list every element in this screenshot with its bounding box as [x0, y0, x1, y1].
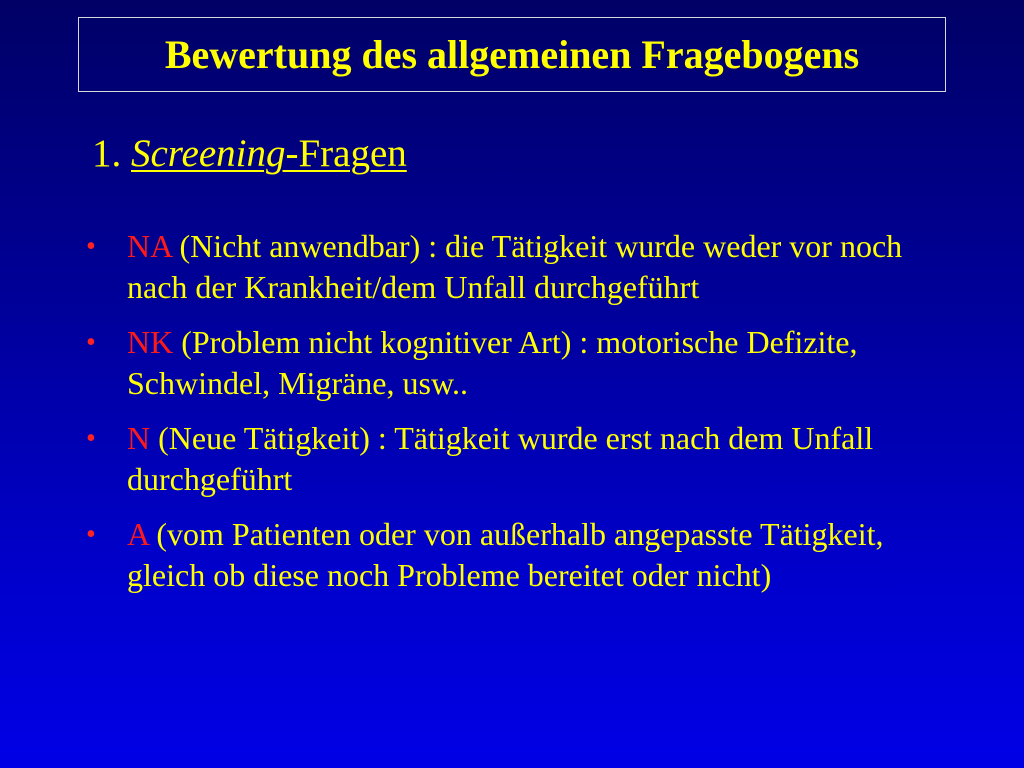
- bullet-icon: •: [86, 231, 96, 262]
- bullet-text: (Problem nicht kognitiver Art) : motorische Defizite, Schwindel, Migräne, usw..: [127, 324, 858, 401]
- bullet-text: (Nicht anwendbar) : die Tätigkeit wurde weder vor noch nach der Krankheit/dem Unfall durchgeführt: [127, 228, 903, 305]
- bullet-term: A: [127, 516, 149, 552]
- bullet-text: (vom Patienten oder von außerhalb angepasste Tätigkeit, gleich ob diese noch Probleme bereitet oder nicht): [127, 516, 884, 593]
- section-number: 1.: [92, 132, 122, 175]
- bullet-term: N: [127, 420, 151, 456]
- section-heading-underlined: [131, 132, 407, 175]
- title-box: [78, 17, 946, 92]
- bullet-text: (Neue Tätigkeit) : Tätigkeit wurde erst nach dem Unfall durchgeführt: [127, 420, 874, 497]
- bullet-icon: •: [86, 519, 96, 550]
- bullet-item-n: [86, 418, 966, 500]
- section-heading: [92, 134, 407, 173]
- bullet-item-na: [86, 226, 966, 308]
- section-heading-rest: -Fragen: [285, 132, 407, 175]
- bullet-term: NA: [127, 228, 172, 264]
- bullet-icon: •: [86, 423, 96, 454]
- bullet-item-nk: [86, 322, 966, 404]
- bullet-icon: •: [86, 327, 96, 358]
- bullet-item-a: [86, 514, 966, 596]
- bullet-list: [86, 226, 966, 610]
- bullet-term: NK: [127, 324, 174, 360]
- section-heading-italic: Screening: [131, 132, 286, 175]
- slide-title: Bewertung des allgemeinen Fragebogens: [164, 31, 860, 77]
